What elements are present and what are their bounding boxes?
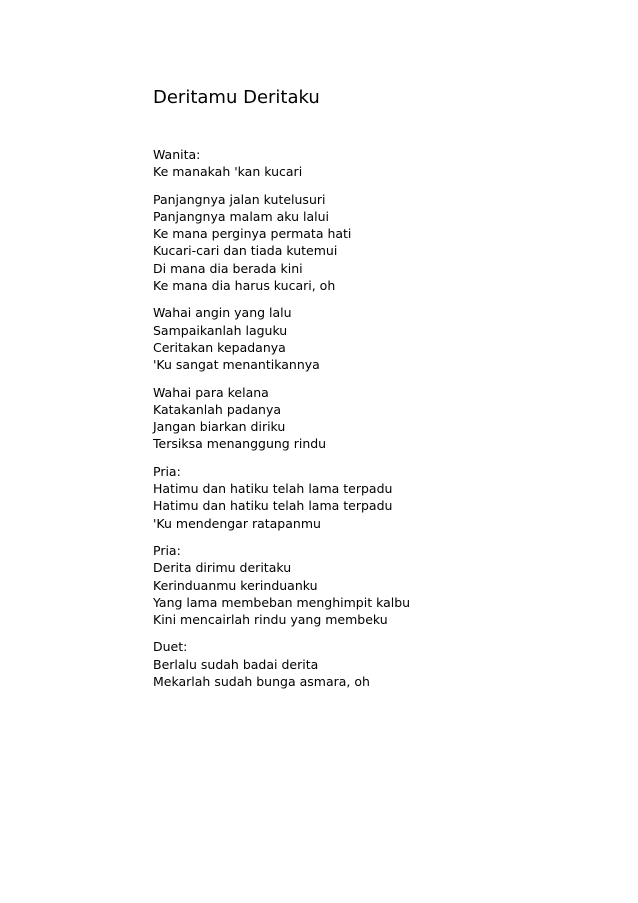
lyric-line: Duet: xyxy=(153,639,188,655)
lyric-line: Ke manakah 'kan kucari xyxy=(153,164,303,180)
stanza xyxy=(153,191,613,295)
lyric-line: Katakanlah padanya xyxy=(153,401,281,417)
lyric-line: Sampaikanlah laguku xyxy=(153,322,288,338)
stanza xyxy=(153,542,613,628)
lyric-line: Panjangnya jalan kutelusuri xyxy=(153,191,326,207)
lyric-line: Tersiksa menanggung rindu xyxy=(153,436,327,452)
lyric-line: Kucari-cari dan tiada kutemui xyxy=(153,243,338,259)
lyric-line: 'Ku mendengar ratapanmu xyxy=(153,515,321,531)
document-title: Deritamu Deritaku xyxy=(153,87,320,108)
lyric-line: Ceritakan kepadanya xyxy=(153,339,286,355)
stanza xyxy=(153,463,613,532)
lyric-line: Di mana dia berada kini xyxy=(153,260,303,276)
lyric-line: Jangan biarkan diriku xyxy=(153,419,286,435)
lyric-line: Pria: xyxy=(153,542,181,558)
stanza xyxy=(153,304,613,373)
lyrics-body xyxy=(153,146,613,690)
lyrics-document xyxy=(153,86,613,700)
lyric-line: Ke mana perginya permata hati xyxy=(153,226,352,242)
lyric-line: Kerinduanmu kerinduanku xyxy=(153,577,318,593)
lyric-line: Berlalu sudah badai derita xyxy=(153,656,319,672)
lyric-line: Yang lama membeban menghimpit kalbu xyxy=(153,594,411,610)
lyric-line: Ke mana dia harus kucari, oh xyxy=(153,278,336,294)
lyric-line: Derita dirimu deritaku xyxy=(153,560,292,576)
stanza xyxy=(153,638,613,690)
lyric-line: 'Ku sangat menantikannya xyxy=(153,357,320,373)
lyric-line: Mekarlah sudah bunga asmara, oh xyxy=(153,674,370,690)
stanza xyxy=(153,146,613,181)
stanza xyxy=(153,384,613,453)
lyric-line: Wahai para kelana xyxy=(153,384,269,400)
lyric-line: Hatimu dan hatiku telah lama terpadu xyxy=(153,498,393,514)
lyric-line: Panjangnya malam aku lalui xyxy=(153,208,330,224)
lyric-line: Wanita: xyxy=(153,147,201,162)
lyric-line: Wahai angin yang lalu xyxy=(153,305,292,321)
lyric-line: Kini mencairlah rindu yang membeku xyxy=(153,612,388,628)
lyric-line: Pria: xyxy=(153,463,181,479)
lyric-line: Hatimu dan hatiku telah lama terpadu xyxy=(153,481,393,497)
